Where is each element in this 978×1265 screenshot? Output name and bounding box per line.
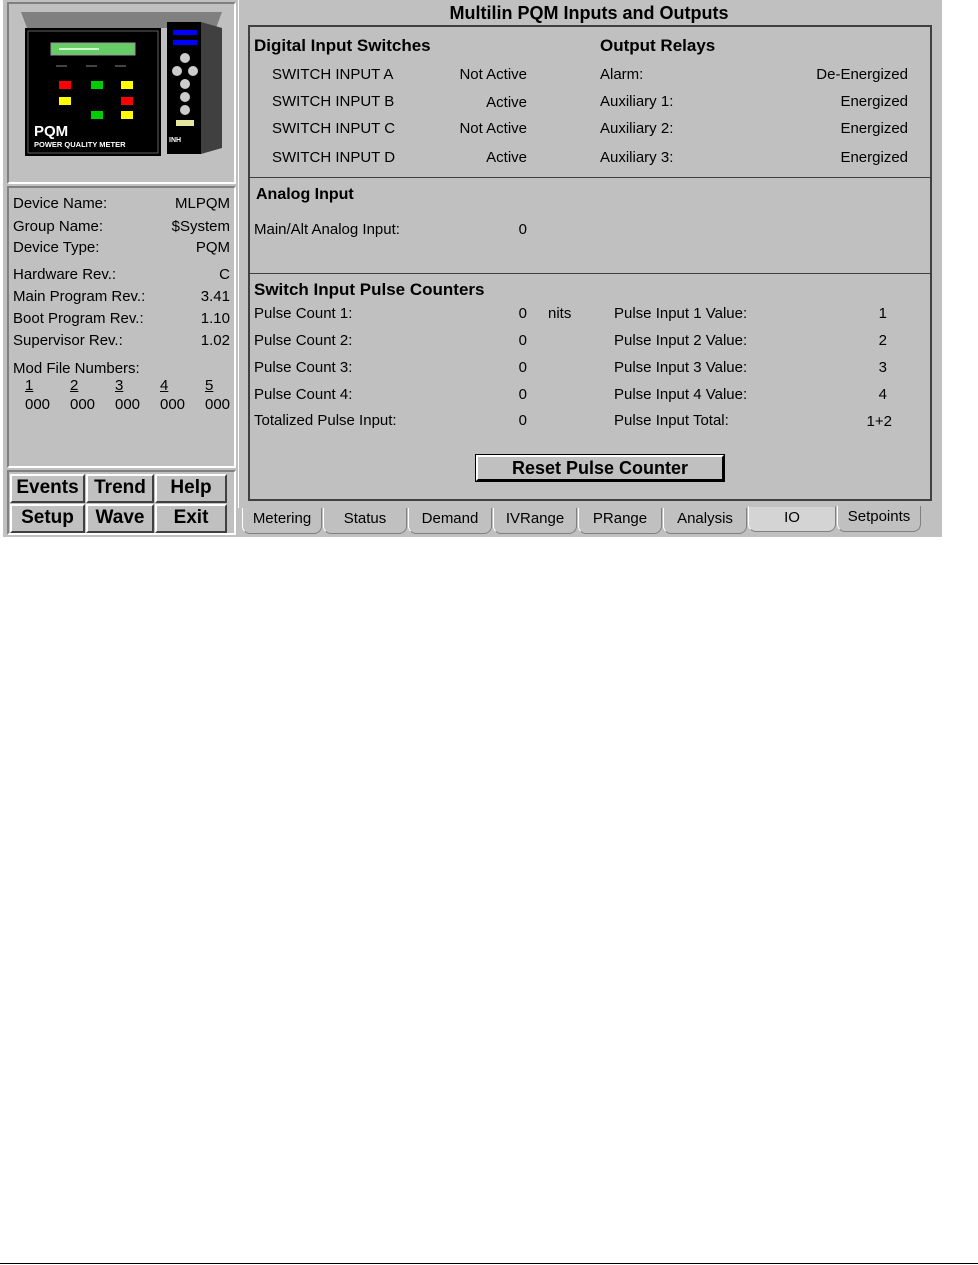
tab-demand[interactable]: Demand <box>408 508 492 534</box>
device-info-panel <box>7 186 236 468</box>
pulse-count-label: Pulse Count 1: <box>254 305 353 322</box>
group-name-label: Group Name: <box>13 218 104 235</box>
events-button[interactable]: Events <box>10 474 85 503</box>
switch-input-label: SWITCH INPUT B <box>272 93 395 110</box>
relay-label: Alarm: <box>600 66 644 83</box>
pulse-input-label: Pulse Input 2 Value: <box>614 332 748 349</box>
digital-inputs-title: Digital Input Switches <box>254 36 431 55</box>
tab-ivrange[interactable]: IVRange <box>493 508 577 534</box>
pulse-input-value: 2 <box>878 332 887 349</box>
tab-metering[interactable]: Metering <box>242 508 322 534</box>
section-divider <box>248 273 930 274</box>
pulse-count-value: 0 <box>518 359 527 376</box>
supervisor-rev-value: 1.02 <box>200 332 230 349</box>
pulse-input-label: Pulse Input 4 Value: <box>614 386 748 403</box>
device-type-value: PQM <box>195 239 230 256</box>
tab-status[interactable]: Status <box>323 508 407 534</box>
mod-number: 5 <box>205 377 214 394</box>
switch-input-label: SWITCH INPUT D <box>272 149 396 166</box>
mod-value: 000 <box>70 396 96 413</box>
switch-input-status: Not Active <box>459 120 527 137</box>
main-program-rev-label: Main Program Rev.: <box>13 288 146 305</box>
pulse-input-total-value: 1+2 <box>866 413 892 430</box>
analog-input-value: 0 <box>518 221 527 238</box>
tab-io[interactable]: IO <box>748 506 836 532</box>
switch-input-status: Active <box>486 94 527 111</box>
tab-setpoints[interactable]: Setpoints <box>837 506 921 532</box>
mod-number: 3 <box>115 377 124 394</box>
analog-input-title: Analog Input <box>256 186 354 203</box>
mod-number: 4 <box>160 377 169 394</box>
pulse-counters-title: Switch Input Pulse Counters <box>254 280 485 299</box>
pqm-brand-text: PQM <box>34 123 69 140</box>
supervisor-rev-label: Supervisor Rev.: <box>13 332 123 349</box>
exit-button[interactable]: Exit <box>155 504 227 533</box>
main-program-rev-value: 3.41 <box>200 288 230 305</box>
pulse-input-value: 4 <box>878 386 887 403</box>
relay-status: Energized <box>840 149 908 166</box>
page-footer-rule <box>0 1263 978 1264</box>
tab-prange[interactable]: PRange <box>578 508 662 534</box>
analog-input-label: Main/Alt Analog Input: <box>254 221 400 238</box>
pulse-input-value: 1 <box>878 305 887 322</box>
mod-number: 1 <box>25 377 34 394</box>
device-name-label: Device Name: <box>13 195 108 212</box>
pulse-input-label: Pulse Input 3 Value: <box>614 359 748 376</box>
pulse-count-label: Pulse Count 2: <box>254 332 353 349</box>
pulse-count-value: 0 <box>518 332 527 349</box>
mod-value: 000 <box>25 396 51 413</box>
totalized-pulse-label: Totalized Pulse Input: <box>254 412 397 429</box>
reset-pulse-counter-button[interactable]: Reset Pulse Counter <box>476 455 724 481</box>
pulse-input-label: Pulse Input 1 Value: <box>614 305 748 322</box>
output-relays-title: Output Relays <box>600 36 716 55</box>
device-type-label: Device Type: <box>13 239 100 256</box>
relay-label: Auxiliary 1: <box>600 93 674 110</box>
device-image-panel <box>7 2 236 184</box>
page-title: Multilin PQM Inputs and Outputs <box>449 3 729 23</box>
pulse-count-value: 0 <box>518 386 527 403</box>
tab-analysis[interactable]: Analysis <box>663 508 747 534</box>
mod-value: 000 <box>115 396 141 413</box>
pulse-units-label: nits <box>548 305 572 322</box>
pulse-input-value: 3 <box>878 359 887 376</box>
relay-label: Auxiliary 3: <box>600 149 674 166</box>
trend-button[interactable]: Trend <box>86 474 154 503</box>
totalized-pulse-value: 0 <box>518 412 527 429</box>
pqm-side-label: INH <box>169 137 182 144</box>
switch-input-label: SWITCH INPUT C <box>272 120 396 137</box>
pqm-window <box>3 0 942 537</box>
boot-program-rev-value: 1.10 <box>200 310 230 327</box>
pulse-input-total-label: Pulse Input Total: <box>614 412 729 429</box>
hardware-rev-value: C <box>219 266 230 283</box>
relay-status: Energized <box>840 93 908 110</box>
switch-input-status: Active <box>486 149 527 166</box>
pulse-count-label: Pulse Count 3: <box>254 359 353 376</box>
mod-file-label: Mod File Numbers: <box>13 360 140 377</box>
pulse-count-label: Pulse Count 4: <box>254 386 353 403</box>
switch-input-label: SWITCH INPUT A <box>272 66 394 83</box>
mod-number: 2 <box>70 377 79 394</box>
setup-button[interactable]: Setup <box>10 504 85 533</box>
mod-value: 000 <box>205 396 231 413</box>
group-name-value: $System <box>171 218 230 235</box>
help-button[interactable]: Help <box>155 474 227 503</box>
mod-value: 000 <box>160 396 186 413</box>
pqm-device-image <box>9 4 234 182</box>
pulse-count-value: 0 <box>518 305 527 322</box>
relay-status: Energized <box>840 120 908 137</box>
hardware-rev-label: Hardware Rev.: <box>13 266 117 283</box>
relay-label: Auxiliary 2: <box>600 120 674 137</box>
pqm-caption-text: POWER QUALITY METER <box>34 140 126 149</box>
switch-input-status: Not Active <box>459 66 527 83</box>
wave-button[interactable]: Wave <box>86 504 154 533</box>
relay-status: De-Energized <box>816 66 908 83</box>
section-divider <box>248 177 930 178</box>
boot-program-rev-label: Boot Program Rev.: <box>13 310 144 327</box>
device-name-value: MLPQM <box>174 195 230 212</box>
